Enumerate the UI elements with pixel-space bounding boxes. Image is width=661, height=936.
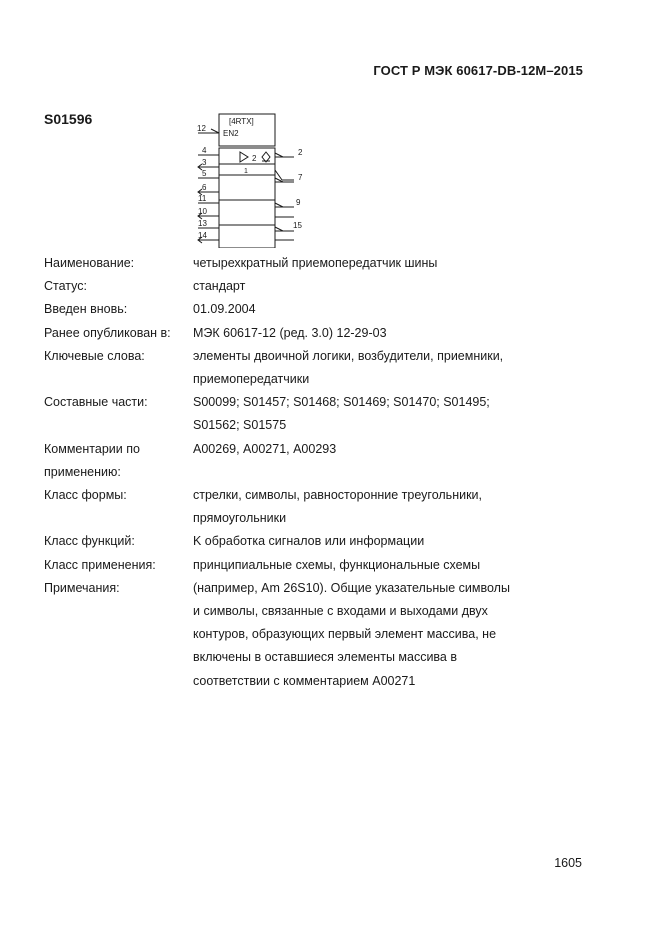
pin-11: 11 (198, 194, 207, 203)
pin-2: 2 (298, 148, 303, 157)
property-row (44, 530, 564, 553)
pin-9: 9 (296, 198, 301, 207)
pin-7: 7 (298, 173, 303, 182)
pin-5: 5 (202, 169, 207, 178)
property-value: K обработка сигналов или информации (193, 534, 425, 549)
property-value: стандарт (193, 279, 246, 294)
property-value: А00269, А00271, А00293 (193, 441, 337, 456)
pin-10: 10 (198, 207, 207, 216)
symbol-code: S01596 (44, 111, 93, 127)
pin-12: 12 (197, 124, 206, 133)
pin-4: 4 (202, 146, 207, 155)
property-value: 01.09.2004 (193, 302, 256, 317)
pin-13: 13 (198, 219, 207, 228)
qualifier-label: [4RTX] (229, 117, 254, 126)
property-label: Класс применения: (44, 557, 156, 572)
page-number: 1605 (554, 856, 582, 870)
standard-header: ГОСТ Р МЭК 60617-DB-12М–2015 (373, 63, 583, 78)
transceiver-symbol-diagram (190, 112, 320, 248)
element-number-label: 1 (244, 168, 248, 175)
property-value: МЭК 60617-12 (ред. 3.0) 12-29-03 (193, 325, 387, 340)
property-label: Статус: (44, 279, 87, 294)
property-row (44, 298, 564, 321)
property-label: Класс функций: (44, 534, 135, 549)
property-label: Примечания: (44, 580, 120, 595)
enable-number-label: 2 (252, 154, 257, 163)
property-value: (например, Am 26S10). Общие указательные символы и символы, связанные с входами и выходами двух контуров, образующих первый элемент массива, не включены в оставшиеся элементы массива в соответствии с комментарием А00271 (193, 580, 510, 688)
property-label: Комментарии по применению: (44, 441, 140, 479)
property-row (44, 438, 564, 484)
pin-15: 15 (293, 221, 302, 230)
property-value: четырехкратный приемопередатчик шины (193, 256, 438, 270)
property-label: Ранее опубликован в: (44, 325, 171, 340)
pin-14: 14 (198, 231, 207, 240)
property-label: Составные части: (44, 395, 148, 410)
property-row (44, 554, 564, 577)
property-value: стрелки, символы, равносторонние треугольники, прямоугольники (193, 488, 483, 526)
pin-6: 6 (202, 183, 207, 192)
property-row (44, 252, 564, 275)
property-label: Ключевые слова: (44, 348, 145, 363)
buffer-triangle-icon (240, 152, 248, 162)
properties-list (44, 252, 564, 693)
property-row (44, 577, 564, 693)
property-value: элементы двоичной логики, возбудители, приемники, приемопередатчики (193, 348, 504, 387)
property-value: принципиальные схемы, функциональные схемы (193, 557, 481, 572)
property-value: S00099; S01457; S01468; S01469; S01470; S01495; S01562; S01575 (193, 395, 490, 433)
property-label: Введен вновь: (44, 302, 128, 317)
property-row (44, 391, 564, 437)
property-row (44, 484, 564, 530)
property-label: Наименование: (44, 256, 135, 270)
property-row (44, 345, 564, 391)
property-row (44, 275, 564, 298)
property-label: Класс формы: (44, 488, 127, 503)
enable-label: EN2 (223, 129, 239, 138)
pin-3: 3 (202, 158, 207, 167)
element-block (219, 148, 275, 248)
property-row (44, 322, 564, 345)
